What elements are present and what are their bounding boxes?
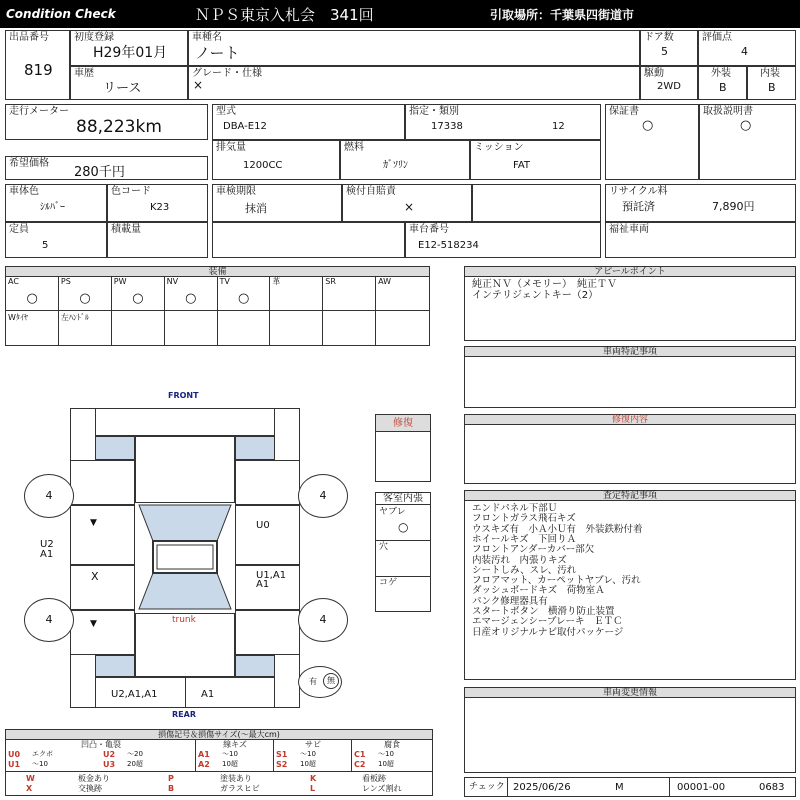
insurance-cell: [342, 184, 472, 222]
fender-left-rear: [70, 610, 135, 655]
ana-label: 穴: [379, 542, 389, 552]
equipment-label: AW: [378, 277, 392, 286]
inspection-note-line: エマージェンシーブレーキ ＥＴＣ: [472, 616, 623, 628]
legend-desc: 10超: [222, 760, 238, 768]
equipment-label: TV: [219, 277, 230, 286]
fuel-cell: [340, 140, 470, 180]
equipment-extra-cell: [218, 311, 271, 345]
change-panel: [464, 687, 796, 773]
spare-mark: 無: [323, 673, 339, 689]
yabure-mark: ○: [398, 520, 409, 534]
color-cell: [5, 184, 107, 222]
damage-rear-left: U2,A1,A1: [111, 689, 158, 700]
score-value: 4: [741, 45, 748, 58]
recycle-value: 7,890円: [712, 200, 755, 213]
chassis-cell: [405, 222, 601, 258]
first-reg-label: 初度登録: [74, 32, 114, 43]
spec-value-1: 17338: [431, 121, 463, 132]
first-reg-cell: [70, 30, 188, 66]
damage-left-side: U2 A1: [40, 539, 54, 560]
legend-code: B: [168, 784, 175, 793]
bolt-icon-front: ▼: [90, 518, 97, 528]
lot-number: 819: [24, 61, 53, 79]
price-cell: [5, 156, 208, 180]
spec-value-2: 12: [552, 121, 565, 132]
equipment-label: PW: [113, 277, 127, 286]
check-id-1: 00001-00: [677, 782, 726, 793]
drive-cell: [640, 66, 698, 100]
legend-codes: [6, 773, 432, 795]
legend-code: U2: [103, 750, 116, 759]
damage-right-front-door: U0: [256, 520, 270, 531]
exterior-value: B: [719, 81, 727, 94]
mission-value: FAT: [513, 160, 531, 171]
hood: [135, 436, 235, 503]
door-left-front: [70, 505, 135, 565]
inspection-value: 抹消: [245, 202, 267, 215]
drive-label: 駆動: [644, 68, 664, 79]
legend-code: X: [26, 784, 33, 793]
color-label: 車体色: [9, 186, 39, 197]
equipment-cell-sr: [323, 277, 376, 311]
door-left-rear: [70, 565, 135, 610]
legend-group: [352, 740, 432, 772]
inspection-notes-panel: [464, 490, 796, 680]
legend-code: C1: [354, 750, 366, 759]
tire-rear-right: 4: [298, 598, 348, 642]
mission-cell: [470, 140, 601, 180]
headlight-left: [95, 436, 135, 460]
appeal-line-2: インテリジェントキー（2）: [472, 290, 599, 301]
check-divider-2: [669, 778, 670, 796]
legend-code: P: [168, 774, 174, 783]
load-label: 積載量: [111, 224, 141, 235]
door-value: 5: [661, 45, 668, 58]
equipment-mark: ○: [26, 291, 38, 306]
capacity-cell: [5, 222, 107, 258]
equipment-label: NV: [166, 277, 179, 286]
chassis-value: E12-518234: [418, 240, 479, 251]
bolt-icon-rear: ▼: [90, 619, 97, 629]
equipment-mark: ○: [79, 291, 91, 306]
manual-cell: [699, 104, 796, 180]
exterior-label: 外装: [711, 68, 731, 79]
legend-group: [196, 740, 274, 772]
door-label: ドア数: [644, 32, 674, 43]
history-label: 車歴: [74, 68, 94, 79]
cabin-divider-2: [376, 576, 430, 577]
welfare-label: 福祉車両: [609, 224, 649, 235]
legend-desc: 看板跡: [362, 774, 386, 783]
legend-group: [274, 740, 352, 772]
header-left: Condition Check: [6, 7, 116, 21]
blank-cell-a: [472, 184, 601, 222]
legend-code: U0: [8, 750, 21, 759]
legend-desc: レンズ割れ: [362, 784, 402, 793]
inspection-note-line: スタートボタン 横滑り防止装置: [472, 606, 615, 617]
legend-desc: 20超: [127, 760, 143, 768]
inspection-note-line: ダッシュボードキズ 荷物室Ａ: [472, 585, 605, 597]
legend-desc: ガラスヒビ: [220, 784, 260, 793]
legend-desc: ～10: [300, 750, 316, 758]
legend-desc: ～10: [222, 750, 238, 758]
colorcode-label: 色コード: [111, 186, 151, 197]
insurance-label: 検付自賠責: [346, 186, 396, 197]
equipment-title: 装備: [6, 267, 429, 277]
headlight-right: [235, 436, 275, 460]
legend-code: S1: [276, 750, 288, 759]
blank-cell-b: [212, 222, 405, 258]
capacity-label: 定員: [9, 224, 29, 235]
door-cell: [640, 30, 698, 66]
mileage-label: 走行メーター: [9, 106, 69, 117]
equipment-extra-label: 左ﾊﾝﾄﾞﾙ: [60, 313, 89, 322]
car-name-value: ノート: [195, 44, 240, 62]
capacity-value: 5: [42, 240, 49, 251]
equipment-extra-cell: [165, 311, 218, 345]
interior-cell: [747, 66, 796, 100]
recycle-cell: [605, 184, 796, 222]
equipment-mark: ○: [132, 291, 144, 306]
equipment-extra-cell: [6, 311, 59, 345]
yabure-label: ヤブレ: [379, 507, 406, 517]
appeal-line-1: 純正ＮＶ（メモリー） 純正ＴＶ: [472, 279, 617, 290]
welfare-cell: [605, 222, 796, 258]
pickup-location: 引取場所：千葉県四街道市: [490, 8, 635, 22]
check-row: [464, 777, 796, 797]
grade-cell: [188, 66, 640, 100]
equipment-extra-cell: [376, 311, 429, 345]
car-name-cell: [188, 30, 640, 66]
front-label: FRONT: [168, 391, 199, 400]
front-bumper: [95, 408, 275, 436]
manual-label: 取扱説明書: [703, 106, 753, 117]
lot-cell: [5, 30, 70, 100]
check-date: 2025/06/26: [513, 782, 571, 793]
interior-value: B: [768, 81, 776, 94]
legend-desc: 板金あり: [78, 774, 110, 783]
colorcode-cell: [107, 184, 208, 222]
equipment-extra-cell: [112, 311, 165, 345]
cabin-divider-1: [376, 540, 430, 541]
damage-left-door: X: [91, 570, 99, 583]
chassis-label: 車台番号: [409, 224, 449, 235]
exterior-cell: [698, 66, 747, 100]
manual-mark: ○: [740, 118, 752, 133]
mileage-value: 88,223km: [76, 117, 162, 137]
legend-desc: ～20: [127, 750, 143, 758]
windshield: [139, 505, 231, 541]
legend-desc: 10超: [378, 760, 394, 768]
tire-front-left: 4: [24, 474, 74, 518]
header-bar: [0, 0, 800, 28]
check-label: チェック: [469, 782, 505, 792]
equipment-panel: [5, 266, 430, 346]
equipment-mark: ○: [237, 291, 250, 306]
equipment-cell-tv: [218, 277, 271, 311]
tire-front-right: 4: [298, 474, 348, 518]
taillight-left: [95, 655, 135, 677]
spec-label: 指定・類別: [409, 106, 459, 117]
score-cell: [698, 30, 796, 66]
legend-group-name: 線キズ: [223, 740, 247, 749]
equipment-cell-pw: [112, 277, 165, 311]
legend-code: L: [310, 784, 316, 793]
first-reg-value: H29年01月: [93, 45, 168, 61]
load-cell: [107, 222, 208, 258]
legend-code: W: [26, 774, 35, 783]
warranty-cell: [605, 104, 699, 180]
cabin-panel: [375, 492, 431, 612]
damage-right-rear-door: U1,A1 A1: [256, 570, 287, 590]
history-cell: [70, 66, 188, 100]
equipment-mark: ○: [185, 291, 197, 306]
inspection-note-line: フロアマット、カーペットヤブレ、汚れ: [472, 575, 641, 587]
equipment-cell-革: [270, 277, 323, 311]
repair-panel: [375, 414, 431, 482]
inspection-note-line: パンク修理器具有: [472, 595, 548, 607]
inspection-note-line: フロントアンダーカバー部欠: [472, 544, 595, 556]
legend-desc: ～10: [32, 760, 48, 768]
spec-cell: [405, 104, 601, 140]
legend-desc: エクボ: [32, 750, 53, 758]
koge-label: コゲ: [379, 578, 398, 588]
fender-left-front: [70, 460, 135, 505]
legend-desc: 塗装あり: [220, 774, 252, 783]
insurance-value: ×: [404, 200, 415, 214]
legend-code: S2: [276, 760, 288, 769]
special-title: 車両特記事項: [465, 347, 795, 357]
warranty-mark: ○: [642, 118, 654, 133]
price-value: 280千円: [74, 165, 125, 180]
legend-code: A2: [198, 760, 210, 769]
legend-code: A1: [198, 750, 210, 759]
change-title: 車両変更情報: [465, 688, 795, 698]
check-divider-1: [507, 778, 508, 796]
repair-detail-title: 修復内容: [465, 415, 795, 425]
legend-panel: [5, 729, 433, 796]
fuel-label: 燃料: [344, 142, 364, 153]
displacement-value: 1200CC: [243, 160, 283, 171]
inspection-note-line: 内装汚れ 内張りキズ: [472, 554, 567, 566]
equipment-grid: [6, 277, 429, 345]
recycle-label: リサイクル料: [609, 186, 668, 197]
damage-rear-right: A1: [201, 689, 215, 700]
repair-detail-panel: [464, 414, 796, 484]
check-mark: M: [615, 782, 624, 793]
inspection-note-line: フロントガラス飛石キズ: [472, 513, 576, 525]
legend-group-name: サビ: [305, 740, 321, 749]
displacement-cell: [212, 140, 340, 180]
price-label: 希望価格: [9, 158, 49, 169]
inspection-note-line: シートしみ、スレ、汚れ: [472, 564, 577, 576]
grade-value: ×: [193, 78, 204, 92]
model-cell: [212, 104, 405, 140]
roof-panel: [153, 541, 217, 573]
legend-group-name: 腐食: [384, 740, 400, 749]
equipment-extra-label: Wﾀｲﾔ: [8, 313, 28, 322]
legend-desc: 交換跡: [78, 784, 102, 793]
inspection-label: 車検期限: [216, 186, 256, 197]
equipment-cell-nv: [165, 277, 218, 311]
cabin-title: 客室内張: [376, 493, 430, 505]
equipment-cell-aw: [376, 277, 429, 311]
inspection-note-line: 日産オリジナルナビ取付パッケージ: [472, 626, 624, 638]
spare-tire: [298, 666, 342, 698]
mission-label: ミッション: [474, 142, 524, 153]
rear-window: [139, 573, 231, 609]
appeal-title: アピールポイント: [465, 267, 795, 277]
car-name-label: 車種名: [192, 32, 222, 43]
legend-code: U1: [8, 760, 21, 769]
car-diagram: [0, 380, 370, 725]
cabin-roof: [135, 503, 235, 613]
rear-label: REAR: [172, 710, 196, 719]
repair-title: 修復: [376, 415, 430, 432]
lot-label: 出品番号: [9, 32, 49, 43]
taillight-right: [235, 655, 275, 677]
auction-title: ＮＰＳ東京入札会 341回: [195, 6, 374, 24]
drive-value: 2WD: [657, 81, 681, 92]
legend-code: C2: [354, 760, 366, 769]
door-right-front: [235, 505, 300, 565]
color-value: ｼﾙﾊﾞｰ: [40, 202, 65, 213]
legend-groups: [6, 740, 432, 772]
equipment-label: PS: [60, 277, 71, 286]
check-id-2: 0683: [759, 782, 785, 793]
tire-rear-left: 4: [24, 598, 74, 642]
equipment-cell-ps: [59, 277, 112, 311]
legend-code: K: [310, 774, 317, 783]
equipment-label: SR: [325, 277, 336, 286]
legend-group: [6, 740, 196, 772]
equipment-extra-cell: [323, 311, 376, 345]
interior-label: 内装: [760, 68, 780, 79]
equipment-label: AC: [8, 277, 19, 286]
grade-label: グレード・仕様: [192, 68, 262, 79]
legend-code: U3: [103, 760, 116, 769]
legend-group-name: 凹凸・亀裂: [81, 740, 121, 749]
recycle-status: 預託済: [622, 200, 655, 213]
fuel-value: ｶﾞｿﾘﾝ: [383, 160, 408, 171]
model-label: 型式: [216, 106, 236, 117]
equipment-extra-cell: [59, 311, 112, 345]
legend-desc: ～10: [378, 750, 394, 758]
trunk-label: trunk: [172, 615, 196, 625]
inspection-notes-title: 査定特記事項: [465, 491, 795, 501]
equipment-label: 革: [272, 277, 281, 286]
mileage-cell: [5, 104, 208, 140]
model-value: DBA-E12: [223, 121, 267, 132]
inspection-note-line: エンドパネル下部Ｕ: [472, 503, 558, 514]
history-value: リース: [103, 81, 142, 96]
score-label: 評価点: [702, 32, 732, 43]
warranty-label: 保証書: [609, 106, 639, 117]
appeal-panel: [464, 266, 796, 341]
fender-right-rear: [235, 610, 300, 655]
colorcode-value: K23: [150, 202, 170, 213]
inspection-note-line: ホイールキズ 下回りＡ: [472, 533, 577, 545]
legend-desc: 10超: [300, 760, 316, 768]
legend-title: 損傷記号＆損傷サイズ(～最大cm): [6, 730, 432, 740]
inspection-cell: [212, 184, 342, 222]
rear-divider: [185, 677, 186, 708]
equipment-cell-ac: [6, 277, 59, 311]
displacement-label: 排気量: [216, 142, 246, 153]
special-panel: [464, 346, 796, 408]
spare-label: 有: [309, 677, 317, 686]
fender-right-front: [235, 460, 300, 505]
inspection-note-line: ウスキズ有 小Ａ小Ｕ有 外装鉄粉付着: [472, 523, 643, 535]
equipment-extra-cell: [270, 311, 323, 345]
